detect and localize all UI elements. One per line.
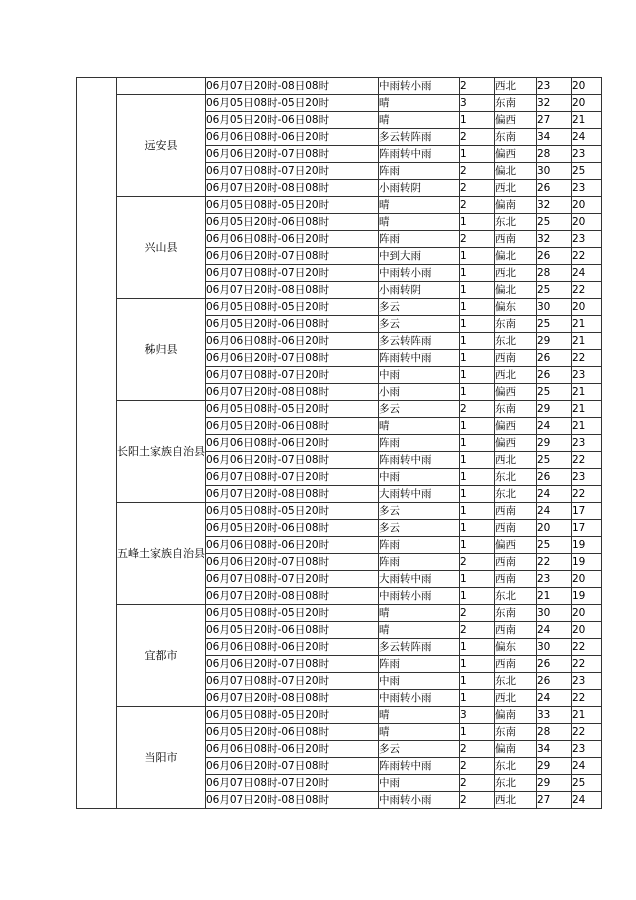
forecast-table <box>76 77 602 809</box>
max-temperature-cell: 25 <box>537 282 572 299</box>
wind-direction-cell: 西南 <box>495 350 537 367</box>
min-temperature-cell: 17 <box>572 503 602 520</box>
max-temperature-cell: 29 <box>537 775 572 792</box>
weather-cell: 阵雨 <box>379 537 460 554</box>
weather-cell: 多云 <box>379 299 460 316</box>
time-period-cell: 06月06日20时-07日08时 <box>206 656 379 673</box>
time-period-cell: 06月05日20时-06日08时 <box>206 520 379 537</box>
wind-level-cell: 1 <box>460 435 495 452</box>
wind-direction-cell: 偏北 <box>495 282 537 299</box>
weather-cell: 中雨转小雨 <box>379 78 460 95</box>
wind-direction-cell: 东北 <box>495 469 537 486</box>
region-cell-continued <box>117 78 206 95</box>
min-temperature-cell: 23 <box>572 231 602 248</box>
weather-cell: 晴 <box>379 112 460 129</box>
time-period-cell: 06月07日08时-07日20时 <box>206 571 379 588</box>
wind-level-cell: 1 <box>460 639 495 656</box>
wind-direction-cell: 西南 <box>495 571 537 588</box>
min-temperature-cell: 20 <box>572 605 602 622</box>
min-temperature-cell: 22 <box>572 656 602 673</box>
time-period-cell: 06月05日08时-05日20时 <box>206 197 379 214</box>
time-period-cell: 06月06日08时-06日20时 <box>206 435 379 452</box>
max-temperature-cell: 30 <box>537 639 572 656</box>
max-temperature-cell: 25 <box>537 316 572 333</box>
weather-cell: 晴 <box>379 418 460 435</box>
time-period-cell: 06月07日08时-07日20时 <box>206 367 379 384</box>
wind-direction-cell: 偏北 <box>495 248 537 265</box>
time-period-cell: 06月07日08时-07日20时 <box>206 163 379 180</box>
max-temperature-cell: 30 <box>537 299 572 316</box>
min-temperature-cell: 24 <box>572 758 602 775</box>
weather-cell: 中到大雨 <box>379 248 460 265</box>
max-temperature-cell: 22 <box>537 554 572 571</box>
time-period-cell: 06月06日20时-07日08时 <box>206 758 379 775</box>
wind-level-cell: 1 <box>460 112 495 129</box>
weather-cell: 多云 <box>379 401 460 418</box>
min-temperature-cell: 20 <box>572 299 602 316</box>
wind-direction-cell: 偏北 <box>495 163 537 180</box>
min-temperature-cell: 22 <box>572 282 602 299</box>
time-period-cell: 06月06日20时-07日08时 <box>206 554 379 571</box>
time-period-cell: 06月05日20时-06日08时 <box>206 214 379 231</box>
weather-cell: 中雨转小雨 <box>379 690 460 707</box>
wind-level-cell: 1 <box>460 469 495 486</box>
time-period-cell: 06月07日08时-07日20时 <box>206 775 379 792</box>
wind-level-cell: 2 <box>460 792 495 809</box>
min-temperature-cell: 21 <box>572 316 602 333</box>
min-temperature-cell: 20 <box>572 571 602 588</box>
wind-direction-cell: 偏东 <box>495 299 537 316</box>
time-period-cell: 06月05日20时-06日08时 <box>206 622 379 639</box>
wind-direction-cell: 西北 <box>495 792 537 809</box>
max-temperature-cell: 24 <box>537 503 572 520</box>
weather-cell: 多云转阵雨 <box>379 129 460 146</box>
max-temperature-cell: 27 <box>537 792 572 809</box>
weather-cell: 晴 <box>379 605 460 622</box>
weather-cell: 阵雨 <box>379 231 460 248</box>
weather-cell: 中雨转小雨 <box>379 265 460 282</box>
min-temperature-cell: 24 <box>572 129 602 146</box>
max-temperature-cell: 30 <box>537 605 572 622</box>
time-period-cell: 06月07日20时-08日08时 <box>206 588 379 605</box>
time-period-cell: 06月07日20时-08日08时 <box>206 384 379 401</box>
max-temperature-cell: 28 <box>537 146 572 163</box>
wind-level-cell: 2 <box>460 554 495 571</box>
region-name-cell: 五峰土家族自治县 <box>117 503 206 605</box>
wind-level-cell: 1 <box>460 299 495 316</box>
time-period-cell: 06月06日08时-06日20时 <box>206 741 379 758</box>
time-period-cell: 06月05日20时-06日08时 <box>206 724 379 741</box>
max-temperature-cell: 34 <box>537 741 572 758</box>
wind-level-cell: 1 <box>460 571 495 588</box>
wind-direction-cell: 西北 <box>495 452 537 469</box>
wind-direction-cell: 偏西 <box>495 146 537 163</box>
wind-direction-cell: 西北 <box>495 180 537 197</box>
max-temperature-cell: 32 <box>537 95 572 112</box>
weather-cell: 小雨转阴 <box>379 282 460 299</box>
wind-direction-cell: 西南 <box>495 231 537 248</box>
table-row <box>77 299 602 316</box>
weather-cell: 多云 <box>379 316 460 333</box>
wind-direction-cell: 偏西 <box>495 418 537 435</box>
region-name-cell: 远安县 <box>117 95 206 197</box>
wind-level-cell: 1 <box>460 588 495 605</box>
max-temperature-cell: 29 <box>537 435 572 452</box>
wind-level-cell: 1 <box>460 384 495 401</box>
weather-cell: 多云 <box>379 520 460 537</box>
table-row <box>77 95 602 112</box>
min-temperature-cell: 19 <box>572 537 602 554</box>
wind-direction-cell: 偏西 <box>495 435 537 452</box>
min-temperature-cell: 21 <box>572 418 602 435</box>
max-temperature-cell: 32 <box>537 231 572 248</box>
min-temperature-cell: 21 <box>572 384 602 401</box>
weather-cell: 中雨 <box>379 469 460 486</box>
time-period-cell: 06月05日08时-05日20时 <box>206 605 379 622</box>
weather-cell: 晴 <box>379 622 460 639</box>
max-temperature-cell: 24 <box>537 690 572 707</box>
time-period-cell: 06月07日20时-08日08时 <box>206 690 379 707</box>
time-period-cell: 06月05日08时-05日20时 <box>206 503 379 520</box>
wind-level-cell: 2 <box>460 231 495 248</box>
weather-cell: 晴 <box>379 197 460 214</box>
wind-direction-cell: 东南 <box>495 95 537 112</box>
weather-cell: 阵雨 <box>379 163 460 180</box>
wind-level-cell: 1 <box>460 690 495 707</box>
wind-direction-cell: 偏南 <box>495 707 537 724</box>
region-name-cell: 宜都市 <box>117 605 206 707</box>
max-temperature-cell: 26 <box>537 180 572 197</box>
wind-level-cell: 2 <box>460 180 495 197</box>
time-period-cell: 06月06日08时-06日20时 <box>206 639 379 656</box>
max-temperature-cell: 28 <box>537 265 572 282</box>
max-temperature-cell: 24 <box>537 486 572 503</box>
max-temperature-cell: 29 <box>537 333 572 350</box>
weather-cell: 晴 <box>379 95 460 112</box>
weather-cell: 多云 <box>379 741 460 758</box>
weather-cell: 多云转阵雨 <box>379 639 460 656</box>
max-temperature-cell: 20 <box>537 520 572 537</box>
weather-cell: 阵雨 <box>379 554 460 571</box>
weather-cell: 晴 <box>379 724 460 741</box>
wind-direction-cell: 西北 <box>495 690 537 707</box>
wind-direction-cell: 西北 <box>495 265 537 282</box>
weather-cell: 中雨 <box>379 367 460 384</box>
max-temperature-cell: 25 <box>537 537 572 554</box>
wind-level-cell: 2 <box>460 775 495 792</box>
time-period-cell: 06月07日08时-07日20时 <box>206 265 379 282</box>
max-temperature-cell: 33 <box>537 707 572 724</box>
weather-cell: 中雨转小雨 <box>379 588 460 605</box>
wind-level-cell: 2 <box>460 758 495 775</box>
time-period-cell: 06月05日08时-05日20时 <box>206 707 379 724</box>
max-temperature-cell: 30 <box>537 163 572 180</box>
min-temperature-cell: 24 <box>572 265 602 282</box>
max-temperature-cell: 32 <box>537 197 572 214</box>
max-temperature-cell: 26 <box>537 248 572 265</box>
max-temperature-cell: 26 <box>537 469 572 486</box>
wind-direction-cell: 偏西 <box>495 384 537 401</box>
wind-direction-cell: 西南 <box>495 622 537 639</box>
max-temperature-cell: 34 <box>537 129 572 146</box>
min-temperature-cell: 23 <box>572 146 602 163</box>
weather-cell: 中雨 <box>379 775 460 792</box>
time-period-cell: 06月06日08时-06日20时 <box>206 129 379 146</box>
time-period-cell: 06月05日08时-05日20时 <box>206 95 379 112</box>
wind-direction-cell: 东北 <box>495 673 537 690</box>
min-temperature-cell: 23 <box>572 673 602 690</box>
weather-cell: 大雨转中雨 <box>379 571 460 588</box>
weather-cell: 晴 <box>379 214 460 231</box>
weather-cell: 中雨 <box>379 673 460 690</box>
wind-level-cell: 1 <box>460 316 495 333</box>
weather-cell: 大雨转中雨 <box>379 486 460 503</box>
wind-level-cell: 3 <box>460 95 495 112</box>
max-temperature-cell: 26 <box>537 367 572 384</box>
max-temperature-cell: 25 <box>537 214 572 231</box>
min-temperature-cell: 17 <box>572 520 602 537</box>
min-temperature-cell: 19 <box>572 588 602 605</box>
min-temperature-cell: 20 <box>572 622 602 639</box>
wind-direction-cell: 西南 <box>495 554 537 571</box>
wind-direction-cell: 西南 <box>495 503 537 520</box>
wind-level-cell: 1 <box>460 265 495 282</box>
weather-cell: 阵雨转中雨 <box>379 452 460 469</box>
max-temperature-cell: 21 <box>537 588 572 605</box>
min-temperature-cell: 21 <box>572 333 602 350</box>
min-temperature-cell: 20 <box>572 214 602 231</box>
min-temperature-cell: 19 <box>572 554 602 571</box>
min-temperature-cell: 21 <box>572 707 602 724</box>
time-period-cell: 06月07日20时-08日08时 <box>206 282 379 299</box>
weather-cell: 阵雨 <box>379 656 460 673</box>
wind-direction-cell: 西南 <box>495 656 537 673</box>
wind-level-cell: 1 <box>460 486 495 503</box>
min-temperature-cell: 22 <box>572 486 602 503</box>
wind-direction-cell: 东南 <box>495 316 537 333</box>
wind-level-cell: 1 <box>460 350 495 367</box>
time-period-cell: 06月07日20时-08日08时 <box>206 180 379 197</box>
time-period-cell: 06月06日20时-07日08时 <box>206 248 379 265</box>
max-temperature-cell: 29 <box>537 401 572 418</box>
wind-direction-cell: 东北 <box>495 588 537 605</box>
time-period-cell: 06月07日20时-08日08时 <box>206 792 379 809</box>
max-temperature-cell: 25 <box>537 384 572 401</box>
min-temperature-cell: 21 <box>572 112 602 129</box>
wind-level-cell: 2 <box>460 605 495 622</box>
table-row <box>77 401 602 418</box>
weather-cell: 晴 <box>379 707 460 724</box>
time-period-cell: 06月06日08时-06日20时 <box>206 231 379 248</box>
wind-level-cell: 1 <box>460 673 495 690</box>
wind-level-cell: 1 <box>460 656 495 673</box>
min-temperature-cell: 20 <box>572 78 602 95</box>
region-name-cell: 长阳土家族自治县 <box>117 401 206 503</box>
wind-level-cell: 1 <box>460 537 495 554</box>
min-temperature-cell: 23 <box>572 367 602 384</box>
wind-level-cell: 2 <box>460 78 495 95</box>
time-period-cell: 06月06日20时-07日08时 <box>206 146 379 163</box>
max-temperature-cell: 24 <box>537 418 572 435</box>
wind-level-cell: 1 <box>460 146 495 163</box>
city-column-cell <box>77 78 117 809</box>
forecast-table-body <box>77 78 602 809</box>
region-name-cell: 兴山县 <box>117 197 206 299</box>
min-temperature-cell: 23 <box>572 741 602 758</box>
wind-direction-cell: 西北 <box>495 78 537 95</box>
time-period-cell: 06月07日08时-07日20时 <box>206 673 379 690</box>
time-period-cell: 06月05日20时-06日08时 <box>206 316 379 333</box>
weather-cell: 小雨 <box>379 384 460 401</box>
wind-direction-cell: 东南 <box>495 401 537 418</box>
wind-level-cell: 3 <box>460 707 495 724</box>
time-period-cell: 06月07日20时-08日08时 <box>206 486 379 503</box>
max-temperature-cell: 27 <box>537 112 572 129</box>
min-temperature-cell: 23 <box>572 180 602 197</box>
table-row <box>77 707 602 724</box>
wind-level-cell: 2 <box>460 163 495 180</box>
weather-cell: 中雨转小雨 <box>379 792 460 809</box>
weather-cell: 阵雨转中雨 <box>379 758 460 775</box>
wind-level-cell: 2 <box>460 197 495 214</box>
max-temperature-cell: 26 <box>537 656 572 673</box>
time-period-cell: 06月06日08时-06日20时 <box>206 333 379 350</box>
max-temperature-cell: 25 <box>537 452 572 469</box>
table-row <box>77 197 602 214</box>
time-period-cell: 06月05日20时-06日08时 <box>206 418 379 435</box>
weather-cell: 多云转阵雨 <box>379 333 460 350</box>
weather-cell: 阵雨转中雨 <box>379 146 460 163</box>
time-period-cell: 06月07日08时-07日20时 <box>206 469 379 486</box>
weather-cell: 多云 <box>379 503 460 520</box>
min-temperature-cell: 22 <box>572 639 602 656</box>
wind-direction-cell: 偏西 <box>495 112 537 129</box>
min-temperature-cell: 20 <box>572 197 602 214</box>
min-temperature-cell: 25 <box>572 775 602 792</box>
table-row <box>77 605 602 622</box>
min-temperature-cell: 24 <box>572 792 602 809</box>
max-temperature-cell: 24 <box>537 622 572 639</box>
wind-direction-cell: 偏南 <box>495 741 537 758</box>
min-temperature-cell: 22 <box>572 724 602 741</box>
wind-level-cell: 1 <box>460 214 495 231</box>
min-temperature-cell: 22 <box>572 690 602 707</box>
max-temperature-cell: 26 <box>537 350 572 367</box>
wind-level-cell: 1 <box>460 724 495 741</box>
wind-direction-cell: 东北 <box>495 214 537 231</box>
table-row <box>77 503 602 520</box>
wind-level-cell: 1 <box>460 333 495 350</box>
wind-level-cell: 1 <box>460 248 495 265</box>
time-period-cell: 06月07日20时-08日08时 <box>206 78 379 95</box>
wind-level-cell: 2 <box>460 622 495 639</box>
max-temperature-cell: 23 <box>537 571 572 588</box>
wind-level-cell: 1 <box>460 520 495 537</box>
max-temperature-cell: 28 <box>537 724 572 741</box>
wind-direction-cell: 东北 <box>495 486 537 503</box>
wind-direction-cell: 东南 <box>495 724 537 741</box>
time-period-cell: 06月05日08时-05日20时 <box>206 401 379 418</box>
time-period-cell: 06月06日20时-07日08时 <box>206 350 379 367</box>
time-period-cell: 06月06日08时-06日20时 <box>206 537 379 554</box>
max-temperature-cell: 26 <box>537 673 572 690</box>
time-period-cell: 06月05日08时-05日20时 <box>206 299 379 316</box>
wind-level-cell: 1 <box>460 418 495 435</box>
wind-level-cell: 1 <box>460 452 495 469</box>
table-row <box>77 78 602 95</box>
min-temperature-cell: 25 <box>572 163 602 180</box>
max-temperature-cell: 29 <box>537 758 572 775</box>
min-temperature-cell: 20 <box>572 95 602 112</box>
min-temperature-cell: 21 <box>572 401 602 418</box>
wind-level-cell: 2 <box>460 129 495 146</box>
weather-cell: 阵雨转中雨 <box>379 350 460 367</box>
wind-level-cell: 2 <box>460 401 495 418</box>
wind-level-cell: 1 <box>460 503 495 520</box>
wind-direction-cell: 东北 <box>495 758 537 775</box>
wind-direction-cell: 东北 <box>495 775 537 792</box>
weather-cell: 小雨转阴 <box>379 180 460 197</box>
region-name-cell: 当阳市 <box>117 707 206 809</box>
min-temperature-cell: 23 <box>572 435 602 452</box>
wind-direction-cell: 偏东 <box>495 639 537 656</box>
wind-level-cell: 2 <box>460 741 495 758</box>
time-period-cell: 06月06日20时-07日08时 <box>206 452 379 469</box>
weather-cell: 阵雨 <box>379 435 460 452</box>
min-temperature-cell: 22 <box>572 350 602 367</box>
min-temperature-cell: 22 <box>572 248 602 265</box>
max-temperature-cell: 23 <box>537 78 572 95</box>
wind-direction-cell: 偏西 <box>495 537 537 554</box>
wind-direction-cell: 偏南 <box>495 197 537 214</box>
wind-direction-cell: 西北 <box>495 367 537 384</box>
wind-direction-cell: 东北 <box>495 333 537 350</box>
wind-level-cell: 1 <box>460 367 495 384</box>
wind-direction-cell: 东南 <box>495 605 537 622</box>
wind-level-cell: 1 <box>460 282 495 299</box>
min-temperature-cell: 23 <box>572 469 602 486</box>
wind-direction-cell: 西南 <box>495 520 537 537</box>
wind-direction-cell: 东南 <box>495 129 537 146</box>
time-period-cell: 06月05日20时-06日08时 <box>206 112 379 129</box>
region-name-cell: 秭归县 <box>117 299 206 401</box>
min-temperature-cell: 22 <box>572 452 602 469</box>
